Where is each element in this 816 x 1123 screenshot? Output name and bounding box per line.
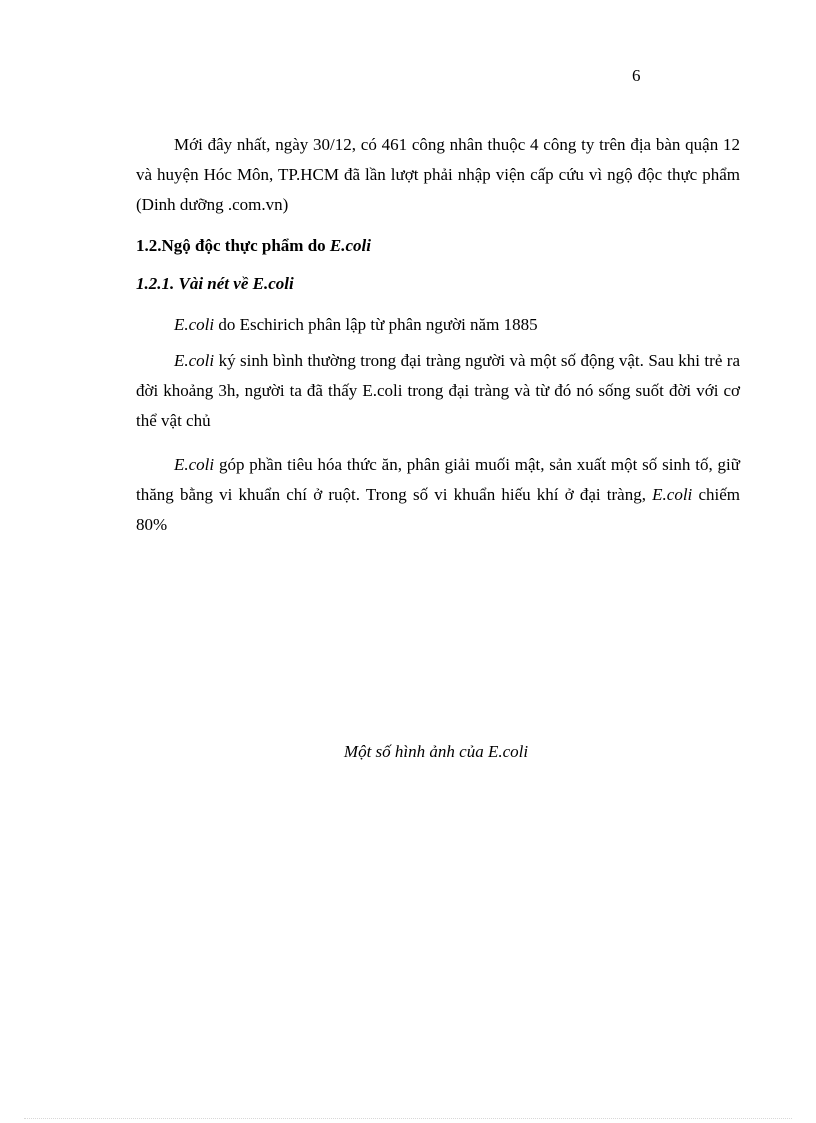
page-number: 6 — [632, 66, 641, 85]
paragraph-outbreak-report: Mới đây nhất, ngày 30/12, có 461 công nhân thuộc 4 công ty trên địa bàn quận 12 và huyện Hóc Môn, TP.HCM đã lần lượt phải nhập viện cấp cứu vì ngộ độc thực phẩm (Dinh dưỡng .com.vn) — [136, 135, 740, 214]
paragraph-discovery-text: do Eschirich phân lập từ phân người năm 1885 — [214, 315, 538, 334]
organism-name: E.coli — [174, 315, 215, 334]
paragraph-discovery — [136, 310, 740, 340]
section-heading-1-2-text: 1.2.Ngộ độc thực phẩm do — [136, 236, 330, 255]
section-heading-1-2-1: 1.2.1. Vài nét về E.coli — [136, 274, 294, 293]
paragraph-function-text-end: chiếm 80% — [136, 485, 740, 534]
paragraph-function-text: góp phần tiêu hóa thức ăn, phân giải muối mật, sản xuất một số sinh tố, giữ thăng bằng vi khuẩn chí ở ruột. Trong số vi khuẩn hiếu khí ở đại tràng, — [136, 455, 740, 504]
figure-caption: Một số hình ảnh của E.coli — [343, 742, 529, 761]
paragraph-habitat — [136, 346, 740, 436]
organism-name: E.coli — [174, 351, 215, 370]
section-heading-1-2-organism: E.coli — [329, 236, 372, 255]
section-heading-1-2 — [136, 236, 371, 256]
paragraph-habitat-text: ký sinh bình thường trong đại tràng người và một số động vật. Sau khi trẻ ra đời khoảng 3h, người ta đã thấy E.coli trong đại tràng và từ đó nó sống suốt đời với cơ thể vật chủ — [136, 351, 740, 430]
paragraph-function — [136, 450, 740, 540]
organism-name: E.coli — [174, 455, 215, 474]
page-bottom-divider — [24, 1118, 792, 1119]
organism-name: E.coli — [652, 485, 693, 504]
